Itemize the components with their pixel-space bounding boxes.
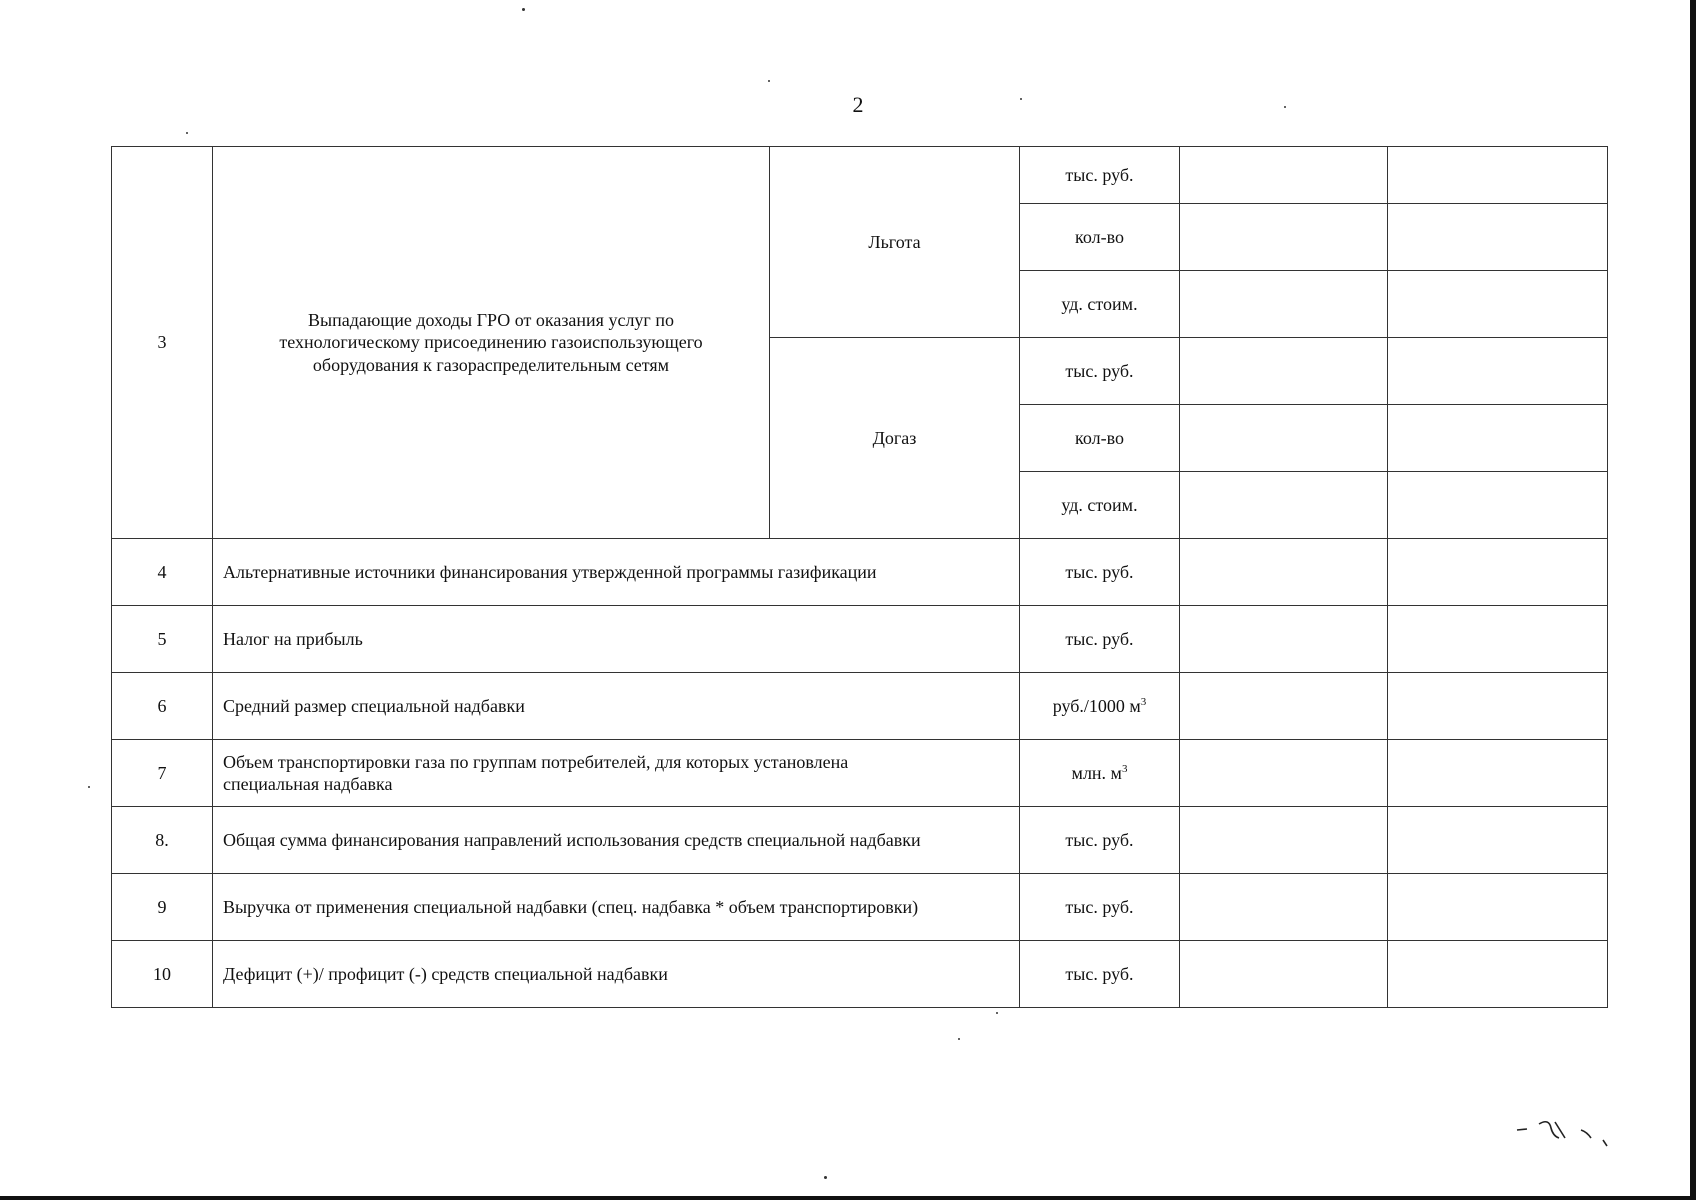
scan-speck <box>824 1176 827 1179</box>
value-cell <box>1388 147 1608 204</box>
unit-cell: тыс. руб. <box>1020 941 1180 1008</box>
row-number: 7 <box>112 740 213 807</box>
value-cell <box>1388 338 1608 405</box>
scan-speck <box>768 80 770 82</box>
value-cell <box>1180 539 1388 606</box>
row-description: Общая сумма финансирования направлений использования средств специальной надбавки <box>213 807 1020 874</box>
row-description: Средний размер специальной надбавки <box>213 673 1020 740</box>
unit-cell: тыс. руб. <box>1020 147 1180 204</box>
table-row <box>112 606 1608 673</box>
unit-cell: кол-во <box>1020 405 1180 472</box>
table-row <box>112 807 1608 874</box>
unit-text: млн. м <box>1071 762 1122 783</box>
scan-speck <box>522 8 525 11</box>
group-label-dogaz: Догаз <box>770 338 1020 539</box>
row-description: Выпадающие доходы ГРО от оказания услуг по технологическому присоединению газоиспользующего оборудования к газораспределительным сетям <box>213 147 770 539</box>
value-cell <box>1180 874 1388 941</box>
row-description: Альтернативные источники финансирования утвержденной программы газификации <box>213 539 1020 606</box>
row-number: 8. <box>112 807 213 874</box>
table-row <box>112 147 1608 204</box>
scan-speck <box>996 1012 998 1014</box>
page-number: 2 <box>852 92 864 117</box>
table-row <box>112 941 1608 1008</box>
unit-cell: тыс. руб. <box>1020 606 1180 673</box>
scan-speck <box>186 132 188 134</box>
group-label-lgota: Льгота <box>770 147 1020 338</box>
unit-cell: кол-во <box>1020 204 1180 271</box>
report-table <box>111 146 1608 1008</box>
value-cell <box>1388 606 1608 673</box>
value-cell <box>1388 271 1608 338</box>
row-description: Выручка от применения специальной надбавки (спец. надбавка * объем транспортировки) <box>213 874 1020 941</box>
table-row <box>112 874 1608 941</box>
unit-cell: тыс. руб. <box>1020 807 1180 874</box>
value-cell <box>1388 941 1608 1008</box>
value-cell <box>1180 204 1388 271</box>
value-cell <box>1388 472 1608 539</box>
value-cell <box>1388 405 1608 472</box>
row-number: 9 <box>112 874 213 941</box>
value-cell <box>1388 539 1608 606</box>
row-number: 5 <box>112 606 213 673</box>
row-description: Налог на прибыль <box>213 606 1020 673</box>
unit-cell: тыс. руб. <box>1020 874 1180 941</box>
value-cell <box>1180 807 1388 874</box>
table-row <box>112 673 1608 740</box>
row-description: Дефицит (+)/ профицит (-) средств специальной надбавки <box>213 941 1020 1008</box>
value-cell <box>1180 606 1388 673</box>
unit-cell <box>1020 673 1180 740</box>
value-cell <box>1180 472 1388 539</box>
unit-cell: тыс. руб. <box>1020 338 1180 405</box>
scan-speck <box>958 1038 960 1040</box>
scan-speck <box>1284 106 1286 108</box>
row-number: 4 <box>112 539 213 606</box>
value-cell <box>1180 673 1388 740</box>
unit-cell: уд. стоим. <box>1020 271 1180 338</box>
row-number: 6 <box>112 673 213 740</box>
value-cell <box>1180 740 1388 807</box>
scan-edge-right <box>1690 0 1696 1200</box>
scan-speck <box>88 786 90 788</box>
unit-superscript: 3 <box>1140 695 1147 708</box>
unit-cell <box>1020 740 1180 807</box>
table-row <box>112 740 1608 807</box>
signature-mark <box>1515 1108 1625 1148</box>
value-cell <box>1180 941 1388 1008</box>
row-number: 3 <box>112 147 213 539</box>
unit-text: руб./1000 м <box>1052 695 1141 716</box>
scan-speck <box>1020 98 1022 100</box>
value-cell <box>1180 338 1388 405</box>
table-row <box>112 539 1608 606</box>
value-cell <box>1388 204 1608 271</box>
scan-edge-bottom <box>0 1196 1696 1200</box>
value-cell <box>1180 147 1388 204</box>
value-cell <box>1388 807 1608 874</box>
value-cell <box>1388 874 1608 941</box>
unit-superscript: 3 <box>1121 762 1128 775</box>
value-cell <box>1388 673 1608 740</box>
value-cell <box>1180 271 1388 338</box>
value-cell <box>1180 405 1388 472</box>
unit-cell: тыс. руб. <box>1020 539 1180 606</box>
row-description: Объем транспортировки газа по группам потребителей, для которых установлена специальная надбавка <box>213 740 1020 807</box>
value-cell <box>1388 740 1608 807</box>
unit-cell: уд. стоим. <box>1020 472 1180 539</box>
row-number: 10 <box>112 941 213 1008</box>
